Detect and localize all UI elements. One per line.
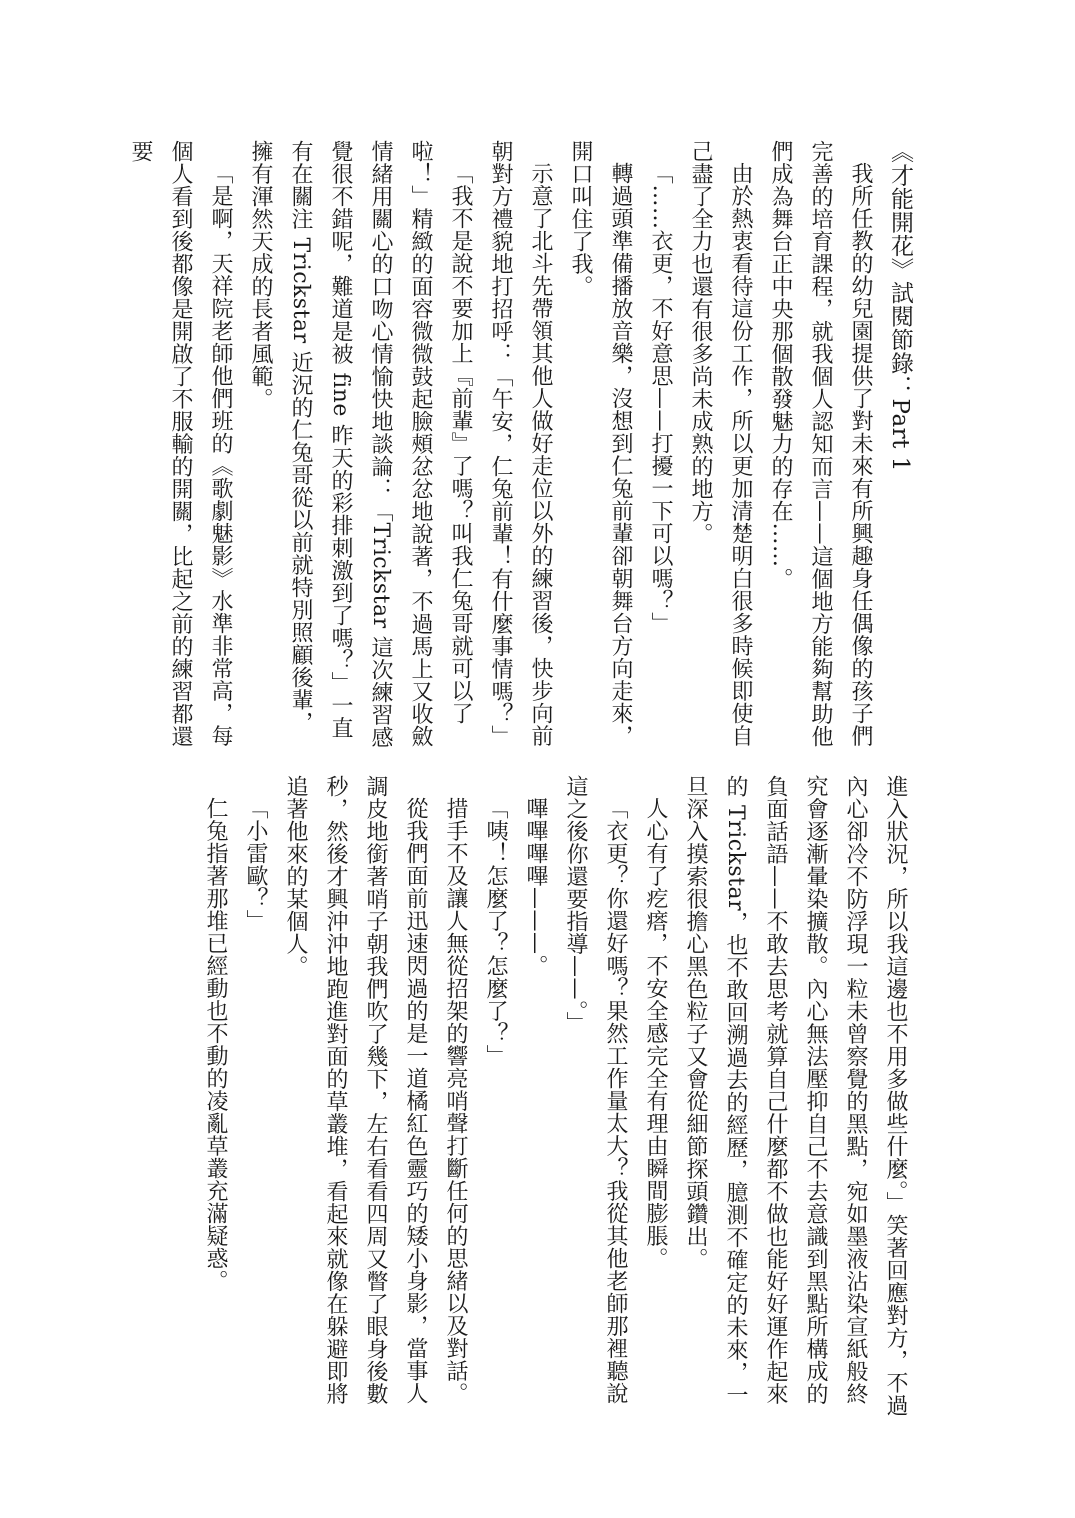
paragraph: 「衣更？你還好嗎？果然工作量太大？我從其他老師那裡聽說這之後你還要指導——。」	[563, 775, 628, 1405]
paragraph: 轉過頭準備播放音樂，沒想到仁兔前輩卻朝舞台方向走來，開口叫住了我。	[568, 140, 633, 747]
paragraph: 示意了北斗先帶領其他人做好走位以外的練習後，快步向前朝對方禮貌地打招呼：「午安，仁兔前輩！有什麼事情嗎？」	[488, 140, 553, 748]
excerpt-title: 《才能開花》試閱節錄：Part 1	[887, 140, 913, 472]
paragraph: 我所任教的幼兒園提供了對未來有所興趣身任偶像的孩子們完善的培育課程，就我個人認知而言——這個地方能夠幫助他們成為舞台正中央那個散發魅力的存在……。	[768, 140, 873, 748]
lower-text-block	[155, 775, 915, 1425]
paragraph-continued: 進入狀況，所以我這邊也不用多做些什麼。」笑著回應對方，不過內心卻冷不防浮現一粒未曾察覺的黑點，宛如墨液沾染宣紙般終究會逐漸暈染擴散。內心無法壓抑自己不去意識到黑點所構成的負面話語——不敢去思考就算自己什麼都不做也能好好運作起來的 Trickstar，也不敢回溯過去的經歷，臆測不確定的未來，一旦深入摸索很擔心黑色粒子又會從細節探頭鑽出。	[683, 775, 908, 1417]
paragraph: 「我不是說不要加上『前輩』了嗎？叫我仁兔哥就可以了啦！」精緻的面容微微鼓起臉頰忿忿地說著，不過馬上又收斂情緒用關心的口吻心情愉快地談論：「Trickstar 這次練習感覺很不錯呢，難道是被 fine 昨天的彩排刺激到了嗎？」一直有在關注 Trickstar 近況的仁兔哥從以前就特別照顧後輩，擁有渾然天成的長者風範。	[248, 140, 473, 749]
paragraph: 人心有了疙瘩，不安全感完全有理由瞬間膨脹。	[643, 797, 668, 1270]
paragraph: 「是啊，天祥院老師他們班的《歌劇魅影》水準非常高，每個人看到後都像是開啟了不服輸的開關，比起之前的練習都還要	[128, 140, 233, 748]
paragraph: 「……衣更，不好意思——打擾一下可以嗎？」	[648, 162, 673, 635]
paragraph: 仁兔指著那堆已經動也不動的凌亂草叢充滿疑惑。	[203, 797, 228, 1292]
paragraph: 「咦！怎麼了？怎麼了？」	[483, 797, 508, 1067]
upper-text-block	[128, 140, 920, 750]
paragraph: 措手不及讓人無從招架的響亮哨聲打斷任何的思緒以及對話。	[443, 797, 468, 1405]
paragraph: 嗶嗶嗶嗶———。	[523, 797, 548, 977]
paragraph: 從我們面前迅速閃過的是一道橘紅色靈巧的矮小身影，當事人調皮地銜著哨子朝我們吹了幾下，左右看看四周又瞥了眼身後數秒，然後才興沖沖地跑進對面的草叢堆，看起來就像在躲避即將追著他來的某個人。	[283, 775, 428, 1405]
paragraph: 由於熱衷看待這份工作，所以更加清楚明白很多時候即使自己盡了全力也還有很多尚未成熟的地方。	[688, 140, 753, 747]
paragraph: 「小雷歐？」	[243, 797, 268, 932]
